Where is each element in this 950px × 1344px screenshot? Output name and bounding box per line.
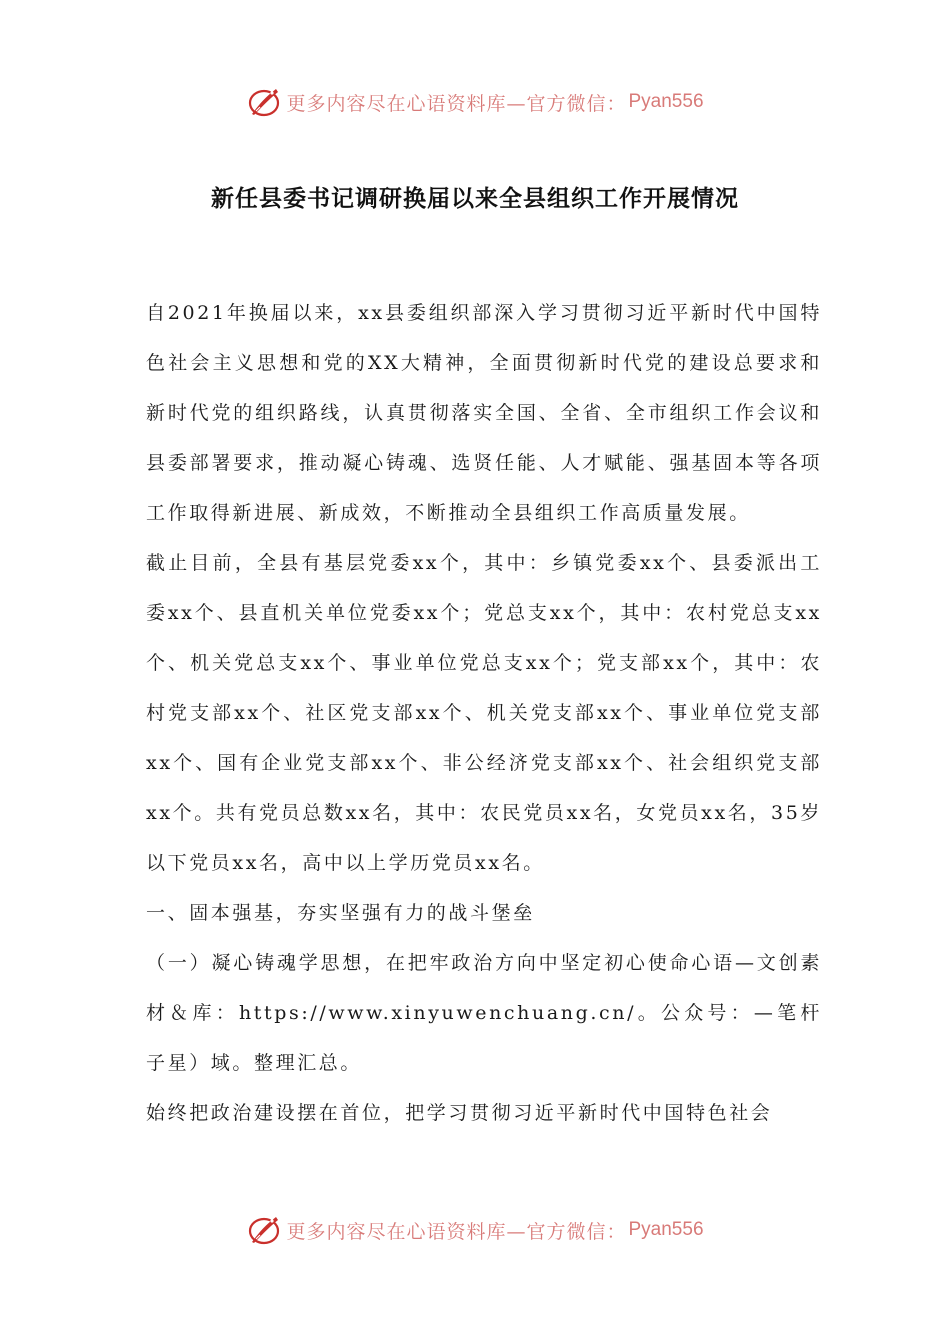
banner-text: 更多内容尽在心语资料库—官方微信： — [286, 92, 627, 115]
document-title: 新任县委书记调研换届以来全县组织工作开展情况 — [211, 186, 739, 212]
paragraph-political: 始终把政治建设摆在首位，把学习贯彻习近平新时代中国特色社会 — [146, 1102, 773, 1124]
header-banner — [0, 82, 950, 122]
section-heading-1: 一、固本强基，夯实坚强有力的战斗堡垒 — [146, 902, 535, 924]
document-body — [146, 288, 822, 1138]
footer-banner — [0, 1210, 950, 1250]
subsection-heading-1: （一）凝心铸魂学思想，在把牢政治方向中坚定初心使命心语—文创素材＆库：https://www.xinyuwenchuang.cn/。公众号：—笔杆子星）域。整理汇总。 — [146, 952, 822, 1074]
banner-text: 更多内容尽在心语资料库—官方微信： — [286, 1220, 627, 1243]
paragraph-statistics: 截止目前，全县有基层党委xx个，其中：乡镇党委xx个、县委派出工委xx个、县直机关单位党委xx个；党总支xx个，其中：农村党总支xx个、机关党总支xx个、事业单位党总支xx个；党支部xx个，其中：农村党支部xx个、社区党支部xx个、机关党支部xx个、事业单位党支部xx个、国有企业党支部xx个、非公经济党支部xx个、社会组织党支部xx个。共有党员总数xx名，其中：农民党员xx名，女党员xx名，35岁以下党员xx名，高中以上学历党员xx名。 — [146, 552, 822, 874]
paragraph-intro: 自2021年换届以来，xx县委组织部深入学习贯彻习近平新时代中国特色社会主义思想和党的XX大精神，全面贯彻新时代党的建设总要求和新时代党的组织路线，认真贯彻落实全国、全省、全市组织工作会议和县委部署要求，推动凝心铸魂、选贤任能、人才赋能、强基固本等各项工作取得新进展、新成效，不断推动全县组织工作高质量发展。 — [146, 302, 822, 524]
wechat-handle: Pyan556 — [628, 1219, 704, 1240]
wechat-handle: Pyan556 — [628, 91, 704, 112]
pen-nib-logo-icon — [246, 84, 282, 120]
pen-nib-logo-icon — [246, 1212, 282, 1248]
